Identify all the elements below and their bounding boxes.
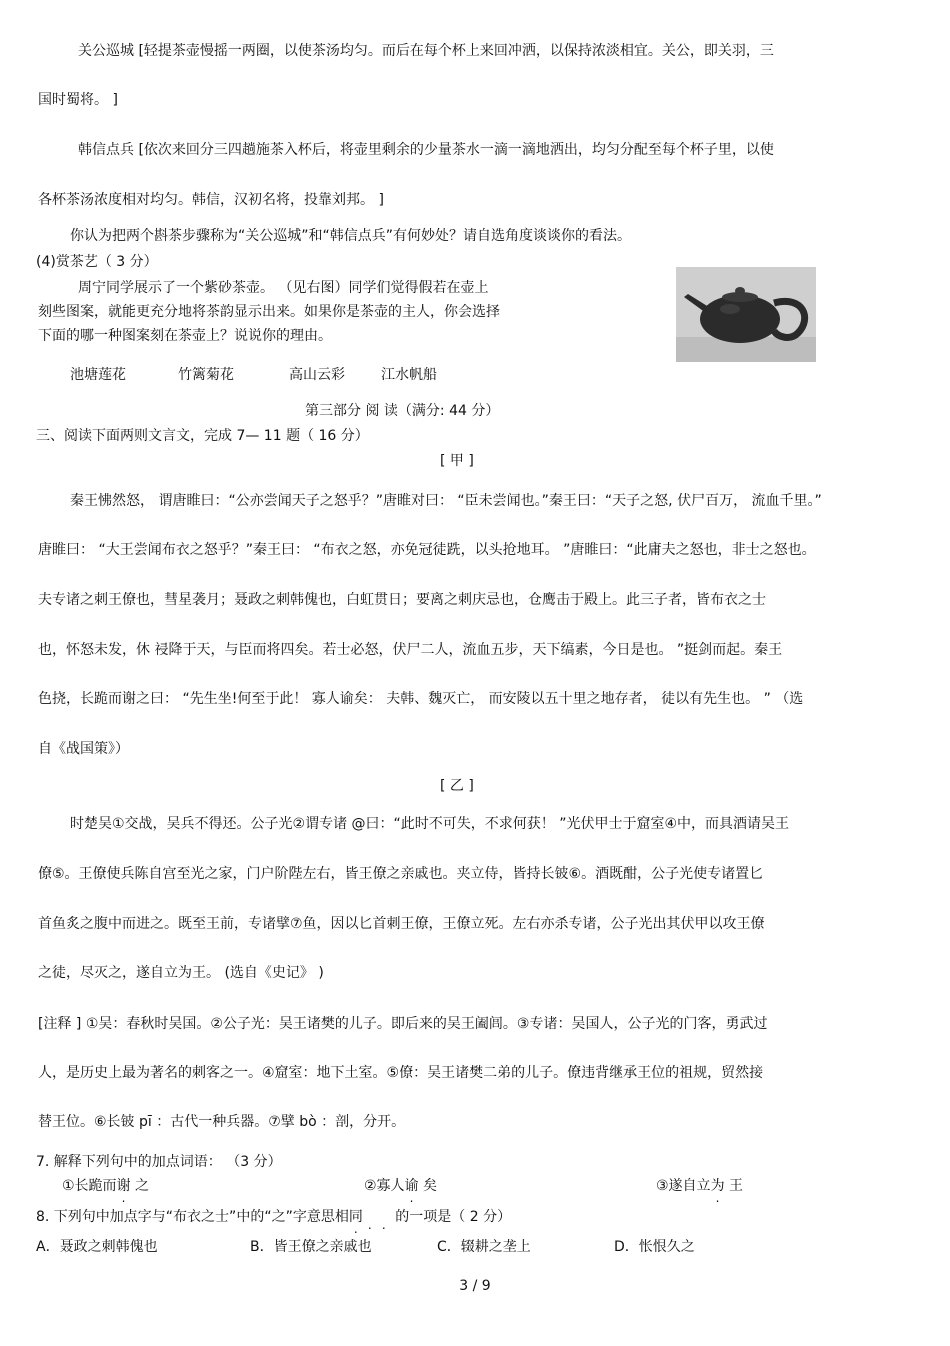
text-line: 周宁同学展示了一个紫砂茶壶。 （见右图）同学们觉得假若在壶上 — [78, 280, 489, 296]
option-a: A．聂政之刺韩傀也 — [36, 1239, 158, 1255]
question-prompt: 你认为把两个斟茶步骤称为“关公巡城”和“韩信点兵”有何妙处？请自选角度谈谈你的看法。 — [70, 228, 632, 244]
pattern-option-3: 高山云彩 — [289, 367, 345, 383]
text: 的一项是（ 2 分） — [390, 1209, 512, 1225]
dotted-word: 同 — [348, 1209, 363, 1225]
text-line: 国时蜀将。 ] — [38, 92, 118, 108]
text-line: 韩信点兵 [依次来回分三四趟施茶入杯后，将壶里剩余的少量茶水一滴一滴地洒出，均匀分配至每个杯子里，以使 — [78, 142, 774, 158]
passage-line: 僚⑤。王僚使兵陈自宫至光之家，门户阶陛左右，皆王僚之亲戚也。夹立侍，皆持长铍⑥。酒既酣，公子光使专诸置匕 — [38, 866, 764, 882]
option-b: B．皆王僚之亲戚也 — [250, 1239, 372, 1255]
part-heading: 第三部分 阅 读（满分: 44 分） — [305, 403, 500, 419]
teapot-photo — [676, 267, 816, 362]
text: 8. 下列句中加点字与“布衣之士”中的“之”字意思相 — [36, 1209, 349, 1225]
passage-source: 自《战国策》） — [38, 741, 129, 757]
text: ②寡人 — [364, 1178, 405, 1194]
question-7: 7. 解释下列句中的加点词语： （3 分） — [36, 1154, 282, 1170]
passage-line: 之徒，尽灭之，遂自立为王。 (选自《史记》 ) — [38, 965, 324, 981]
page-number: 3 / 9 — [459, 1278, 491, 1294]
dotted-word: 谕 — [404, 1178, 419, 1194]
pattern-option-1: 池塘莲花 — [70, 367, 126, 383]
question-7-item-1 — [62, 1177, 149, 1195]
section-heading: 三、阅读下面两则文言文，完成 7— 11 题（ 16 分） — [36, 428, 369, 444]
passage-label-yi: [ 乙 ] — [440, 778, 474, 794]
annotation-line: 人，是历史上最为著名的刺客之一。④窟室：地下土室。⑤僚：吴王诸樊二弟的儿子。僚违背继承王位的祖规，贸然接 — [38, 1065, 764, 1081]
passage-line: 色挠，长跪而谢之曰： “先生坐!何至于此！ 寡人谕矣： 夫韩、魏灭亡， 而安陵以五十里之地存者， 徒以有先生也。 ” （选 — [38, 691, 804, 707]
option-d: D．怅恨久之 — [614, 1239, 695, 1255]
pattern-option-2: 竹篱菊花 — [178, 367, 234, 383]
passage-line: 夫专诸之刺王僚也，彗星袭月；聂政之刺韩傀也，白虹贯日；要离之刺庆忌也，仓鹰击于殿上。此三子者，皆布衣之士 — [38, 592, 766, 608]
passage-line: 也，怀怒未发，休 祲降于天，与臣而将四矣。若士必怒，伏尸二人，流血五步，天下缟素，今日是也。 ”挺剑而起。秦王 — [38, 642, 783, 658]
text-line: 各杯茶汤浓度相对均匀。韩信，汉初名将，投靠刘邦。 ] — [38, 192, 384, 208]
question-7-item-3 — [656, 1177, 743, 1195]
annotation-line: [注释 ] ①吴：春秋时吴国。②公子光：吴王诸樊的儿子。即后来的吴王阖闾。③专诸：吴国人，公子光的门客，勇武过 — [38, 1016, 768, 1032]
text: ①长跪而 — [62, 1178, 117, 1194]
text: ③遂自立 — [656, 1178, 711, 1194]
passage-line: 唐睢曰： “大王尝闻布衣之怒乎？”秦王曰： “布衣之怒，亦免冠徒跣，以头抢地耳。 ”唐睢曰：“此庸夫之怒也，非士之怒也。 — [38, 542, 816, 558]
passage-line: 首鱼炙之腹中而进之。既至王前，专诸擘⑦鱼，因以匕首刺王僚，王僚立死。左右亦杀专诸，公子光出其伏甲以攻王僚 — [38, 916, 765, 932]
text-line: 刻些图案，就能更充分地将茶韵显示出来。如果你是茶壶的主人，你会选择 — [38, 304, 500, 320]
passage-line: 时楚吴①交战，吴兵不得还。公子光②谓专诸 @曰：“此时不可失，不求何获！ ”光伏甲士于窟室④中，而具酒请吴王 — [70, 816, 790, 832]
pattern-option-4: 江水帆船 — [381, 367, 437, 383]
dotted-word: 为 — [710, 1178, 725, 1194]
text-line: 关公巡城 [轻提茶壶慢摇一两圈，以使茶汤均匀。而后在每个杯上来回冲洒，以保持浓淡相宜。关公，即关羽，三 — [78, 43, 774, 59]
sub-question-heading: (4)赏茶艺（ 3 分） — [36, 254, 158, 270]
dotted-word: 谢 — [116, 1178, 131, 1194]
question-7-item-2 — [364, 1177, 437, 1195]
passage-label-jia: [ 甲 ] — [440, 453, 474, 469]
passage-line: 秦王怫然怒， 谓唐睢曰：“公亦尝闻天子之怒乎？”唐睢对曰： “臣未尝闻也。”秦王曰：“天子之怒, 伏尸百万， 流血千里。” — [70, 493, 822, 509]
option-c: C．辍耕之垄上 — [437, 1239, 531, 1255]
text-line: 下面的哪一种图案刻在茶壶上？说说你的理由。 — [38, 328, 332, 344]
text: 王 — [724, 1178, 744, 1194]
question-8 — [36, 1208, 511, 1226]
text: 矣 — [418, 1178, 438, 1194]
text: 之 — [130, 1178, 150, 1194]
annotation-line: 替王位。⑥长铍 pī ：古代一种兵器。⑦擘 bò ：剖，分开。 — [38, 1114, 406, 1130]
